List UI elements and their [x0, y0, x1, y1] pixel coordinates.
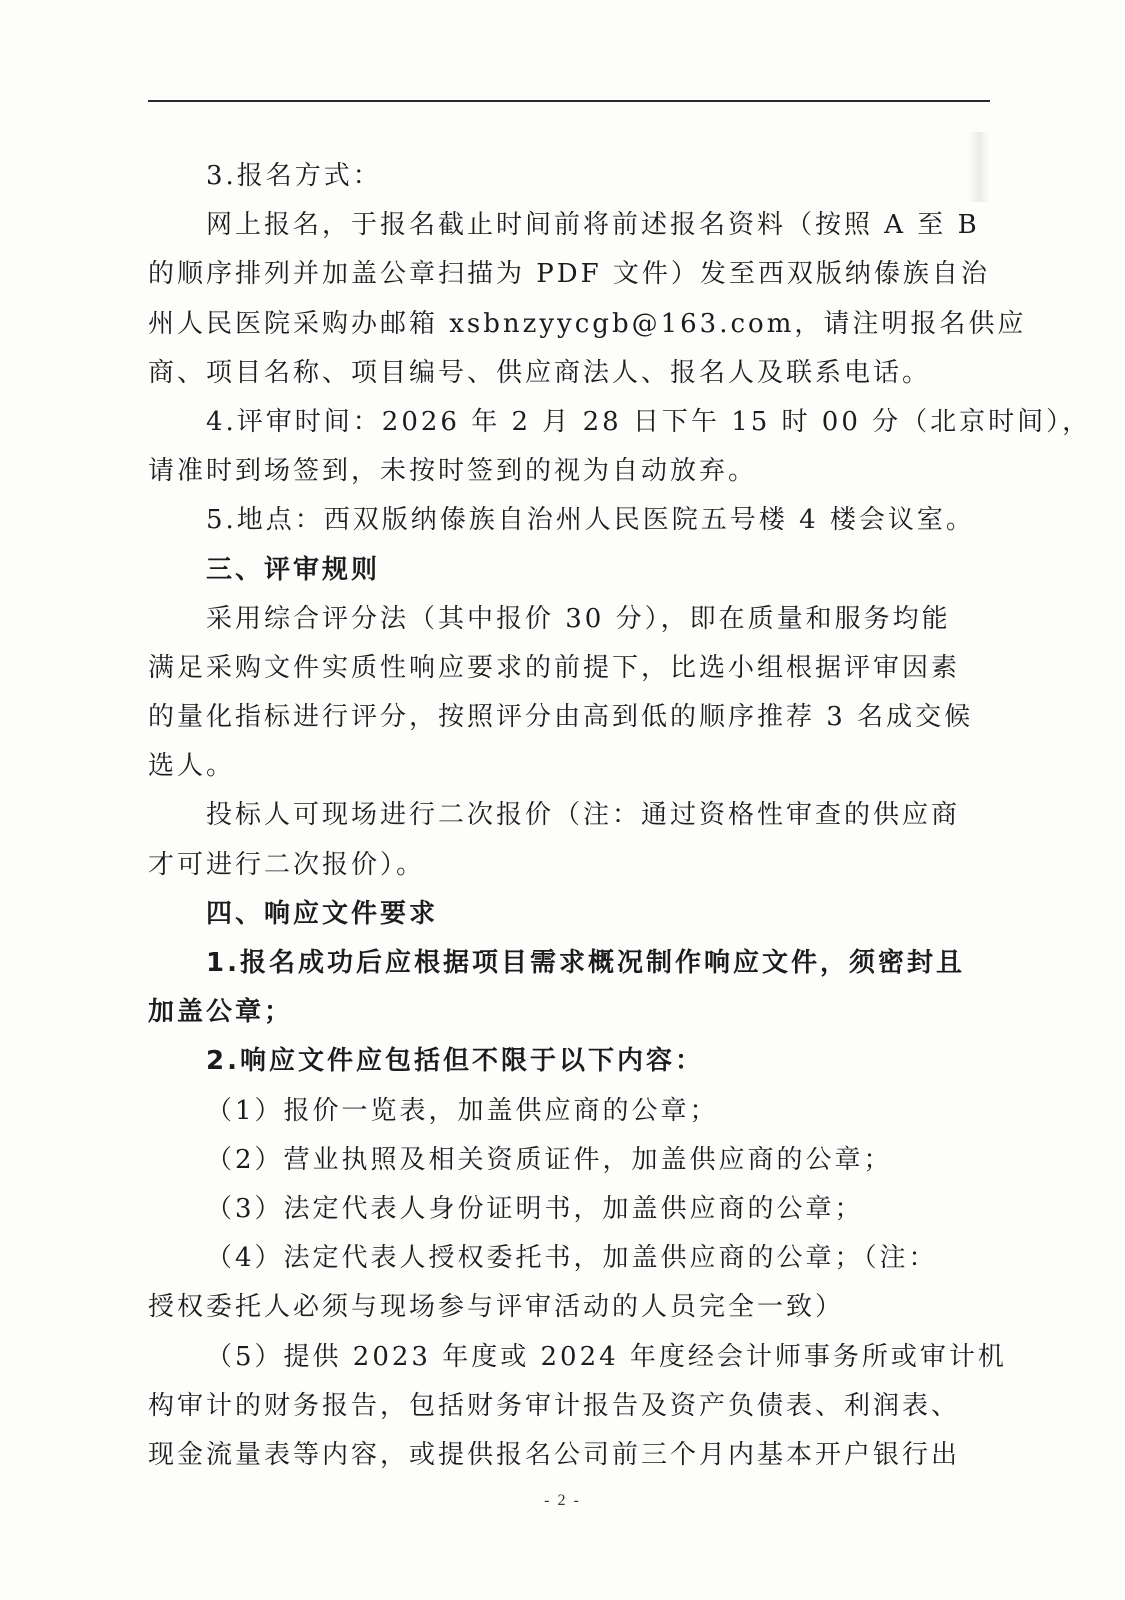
paragraph-line: （2）营业执照及相关资质证件，加盖供应商的公章； — [206, 1144, 893, 1175]
page-number: - 2 - — [544, 1492, 581, 1509]
section-heading-line: 2.响应文件应包括但不限于以下内容： — [206, 1046, 704, 1077]
paragraph-line: 请准时到场签到，未按时签到的视为自动放弃。 — [148, 456, 758, 487]
paragraph-line: 3.报名方式： — [206, 161, 382, 191]
paragraph-line: 网上报名，于报名截止时间前将前述报名资料（按照 A 至 B — [206, 210, 980, 241]
paragraph-line: （3）法定代表人身份证明书，加盖供应商的公章； — [206, 1193, 864, 1224]
paragraph-line: 投标人可现场进行二次报价（注：通过资格性审查的供应商 — [206, 800, 961, 831]
paragraph-line: 才可进行二次报价）。 — [148, 849, 426, 880]
paragraph-line: 4.评审时间：2026 年 2 月 28 日下午 15 时 00 分（北京时间）， — [206, 406, 1092, 437]
document-body — [148, 152, 1092, 1480]
paragraph-line: 5.地点：西双版纳傣族自治州人民医院五号楼 4 楼会议室。 — [206, 505, 975, 536]
paragraph-line: 选人。 — [148, 751, 236, 782]
section-heading-line: 加盖公章； — [148, 997, 294, 1028]
paragraph-line: （1）报价一览表，加盖供应商的公章； — [206, 1095, 719, 1126]
paragraph-line: 的量化指标进行评分，按照评分由高到低的顺序推荐 3 名成交候 — [148, 702, 974, 733]
paragraph-line: 商、项目名称、项目编号、供应商法人、报名人及联系电话。 — [148, 357, 932, 388]
paragraph-line: 州人民医院采购办邮箱 xsbnzyycgb@163.com，请注明报名供应 — [148, 308, 1027, 339]
section-heading-line: 三、评审规则 — [206, 554, 381, 585]
paragraph-line: 现金流量表等内容，或提供报名公司前三个月内基本开户银行出 — [148, 1439, 961, 1470]
paragraph-line: 采用综合评分法（其中报价 30 分），即在质量和服务均能 — [206, 603, 951, 634]
section-heading-line: 1.报名成功后应根据项目需求概况制作响应文件，须密封且 — [206, 948, 965, 978]
paragraph-line: 的顺序排列并加盖公章扫描为 PDF 文件）发至西双版纳傣族自治 — [148, 259, 990, 290]
paragraph-line: （5）提供 2023 年度或 2024 年度经会计师事务所或审计机 — [206, 1341, 1007, 1372]
paragraph-line: 授权委托人必须与现场参与评审活动的人员完全一致） — [148, 1292, 845, 1323]
section-heading-line: 四、响应文件要求 — [206, 898, 439, 929]
paragraph-line: 满足采购文件实质性响应要求的前提下，比选小组根据评审因素 — [148, 652, 961, 683]
header-rule — [148, 100, 990, 102]
paragraph-line: 构审计的财务报告，包括财务审计报告及资产负债表、利润表、 — [148, 1390, 961, 1421]
paragraph-line: （4）法定代表人授权委托书，加盖供应商的公章；（注： — [206, 1243, 938, 1274]
